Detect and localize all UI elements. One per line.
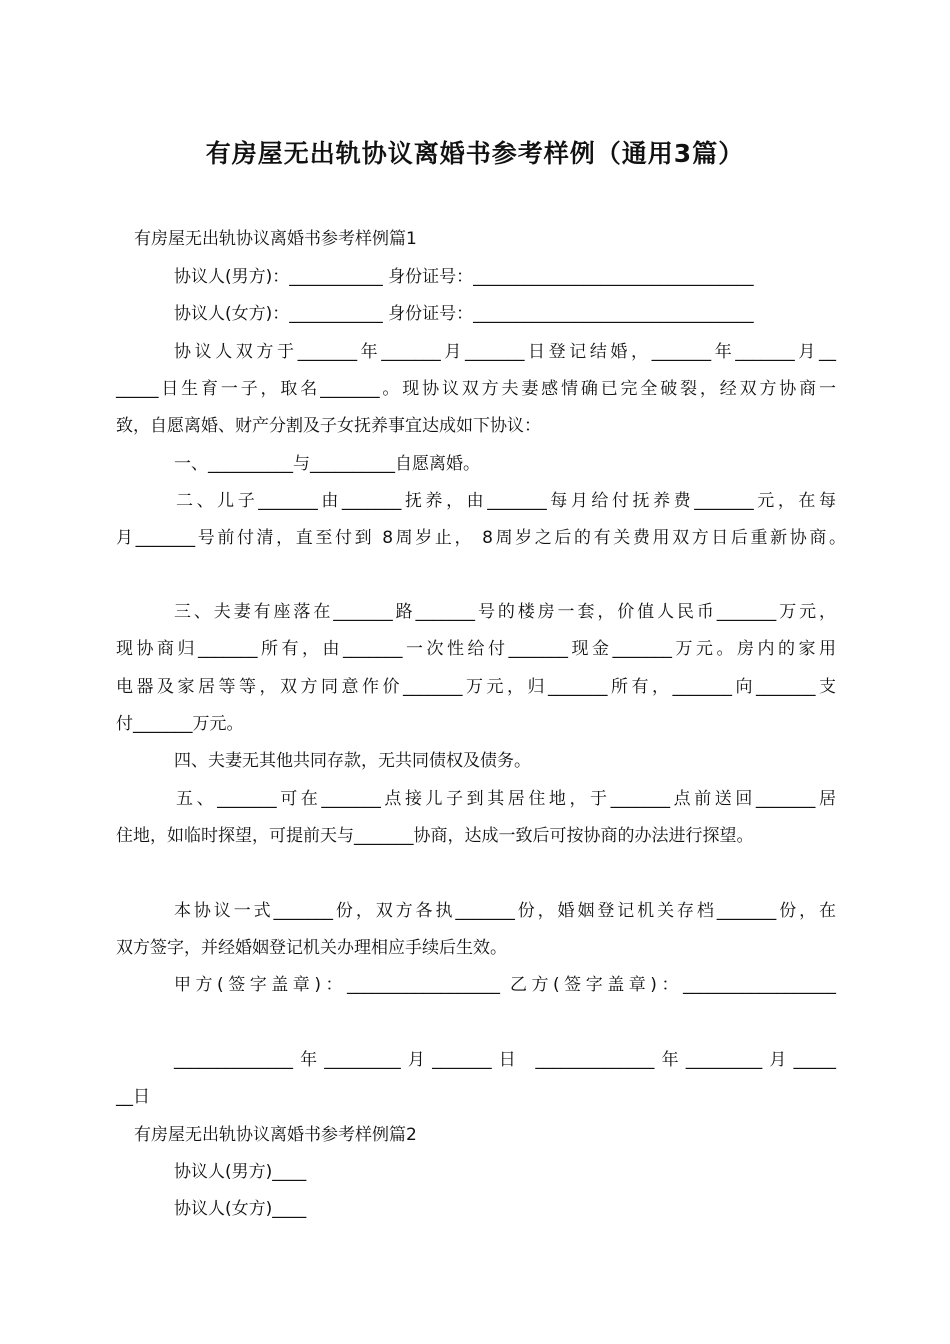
clause-5-line: 住地，如临时探望，可提前天与_______协商，达成一致后可按协商的办法进行探望。 [116, 826, 754, 846]
copies-line: 双方签字，并经婚姻登记机关办理相应手续后生效。 [116, 938, 507, 958]
clause-3-line: 付_______万元。 [116, 714, 244, 734]
clause-5-line: 五、_______可在_______点接儿子到其居住地，于_______点前送回_______居 [176, 789, 836, 809]
section2-male-party: 协议人(男方)____ [174, 1162, 307, 1182]
female-party-line: 协议人(女方)：___________ 身份证号：_________________________________ [174, 304, 754, 324]
clause-2-line: 二、儿子_______由_______抚养，由_______每月给付抚养费_______元，在每 [176, 491, 836, 511]
clause-1: 一、__________与__________自愿离婚。 [174, 454, 480, 474]
clause-3-line: 三、夫妻有座落在_______路_______号的楼房一套，价值人民币_______万元， [174, 602, 836, 622]
clause-3-line: 电器及家居等等，双方同意作价_______万元，归_______所有，_______向_______支 [116, 677, 836, 697]
clause-2-line: 月_______号前付清，直至付到 8周岁止， 8周岁之后的有关费用双方日后重新协商。 [116, 528, 846, 548]
paragraph-line: _____日生育一子，取名_______。现协议双方夫妻感情确已完全破裂，经双方协商一 [116, 379, 836, 399]
document-title: 有房屋无出轨协议离婚书参考样例（通用3篇） [205, 139, 745, 168]
male-party-line: 协议人(男方)：___________ 身份证号：_________________________________ [174, 267, 754, 287]
copies-line: 本协议一式_______份，双方各执_______份，婚姻登记机关存档_______份，在 [174, 901, 836, 921]
section2-heading: 有房屋无出轨协议离婚书参考样例篇2 [134, 1125, 417, 1145]
date-line: __日 [116, 1087, 150, 1107]
paragraph-line: 致，自愿离婚、财产分割及子女抚养事宜达成如下协议： [116, 416, 541, 436]
clause-4: 四、夫妻无其他共同存款，无共同债权及债务。 [174, 751, 531, 771]
signature-line: 甲方(签字盖章)：__________________ 乙方(签字盖章)：__________________ [174, 975, 836, 995]
clause-3-line: 现协商归_______所有，由_______一次性给付_______现金_______万元。房内的家用 [116, 639, 836, 659]
section1-heading: 有房屋无出轨协议离婚书参考样例篇1 [134, 229, 417, 249]
section2-female-party: 协议人(女方)____ [174, 1199, 307, 1219]
paragraph-line: 协议人双方于_______年_______月_______日登记结婚，_______年_______月__ [174, 342, 836, 362]
date-line: ______________年_________月_______日 ______________年_________月_____ [174, 1050, 836, 1070]
